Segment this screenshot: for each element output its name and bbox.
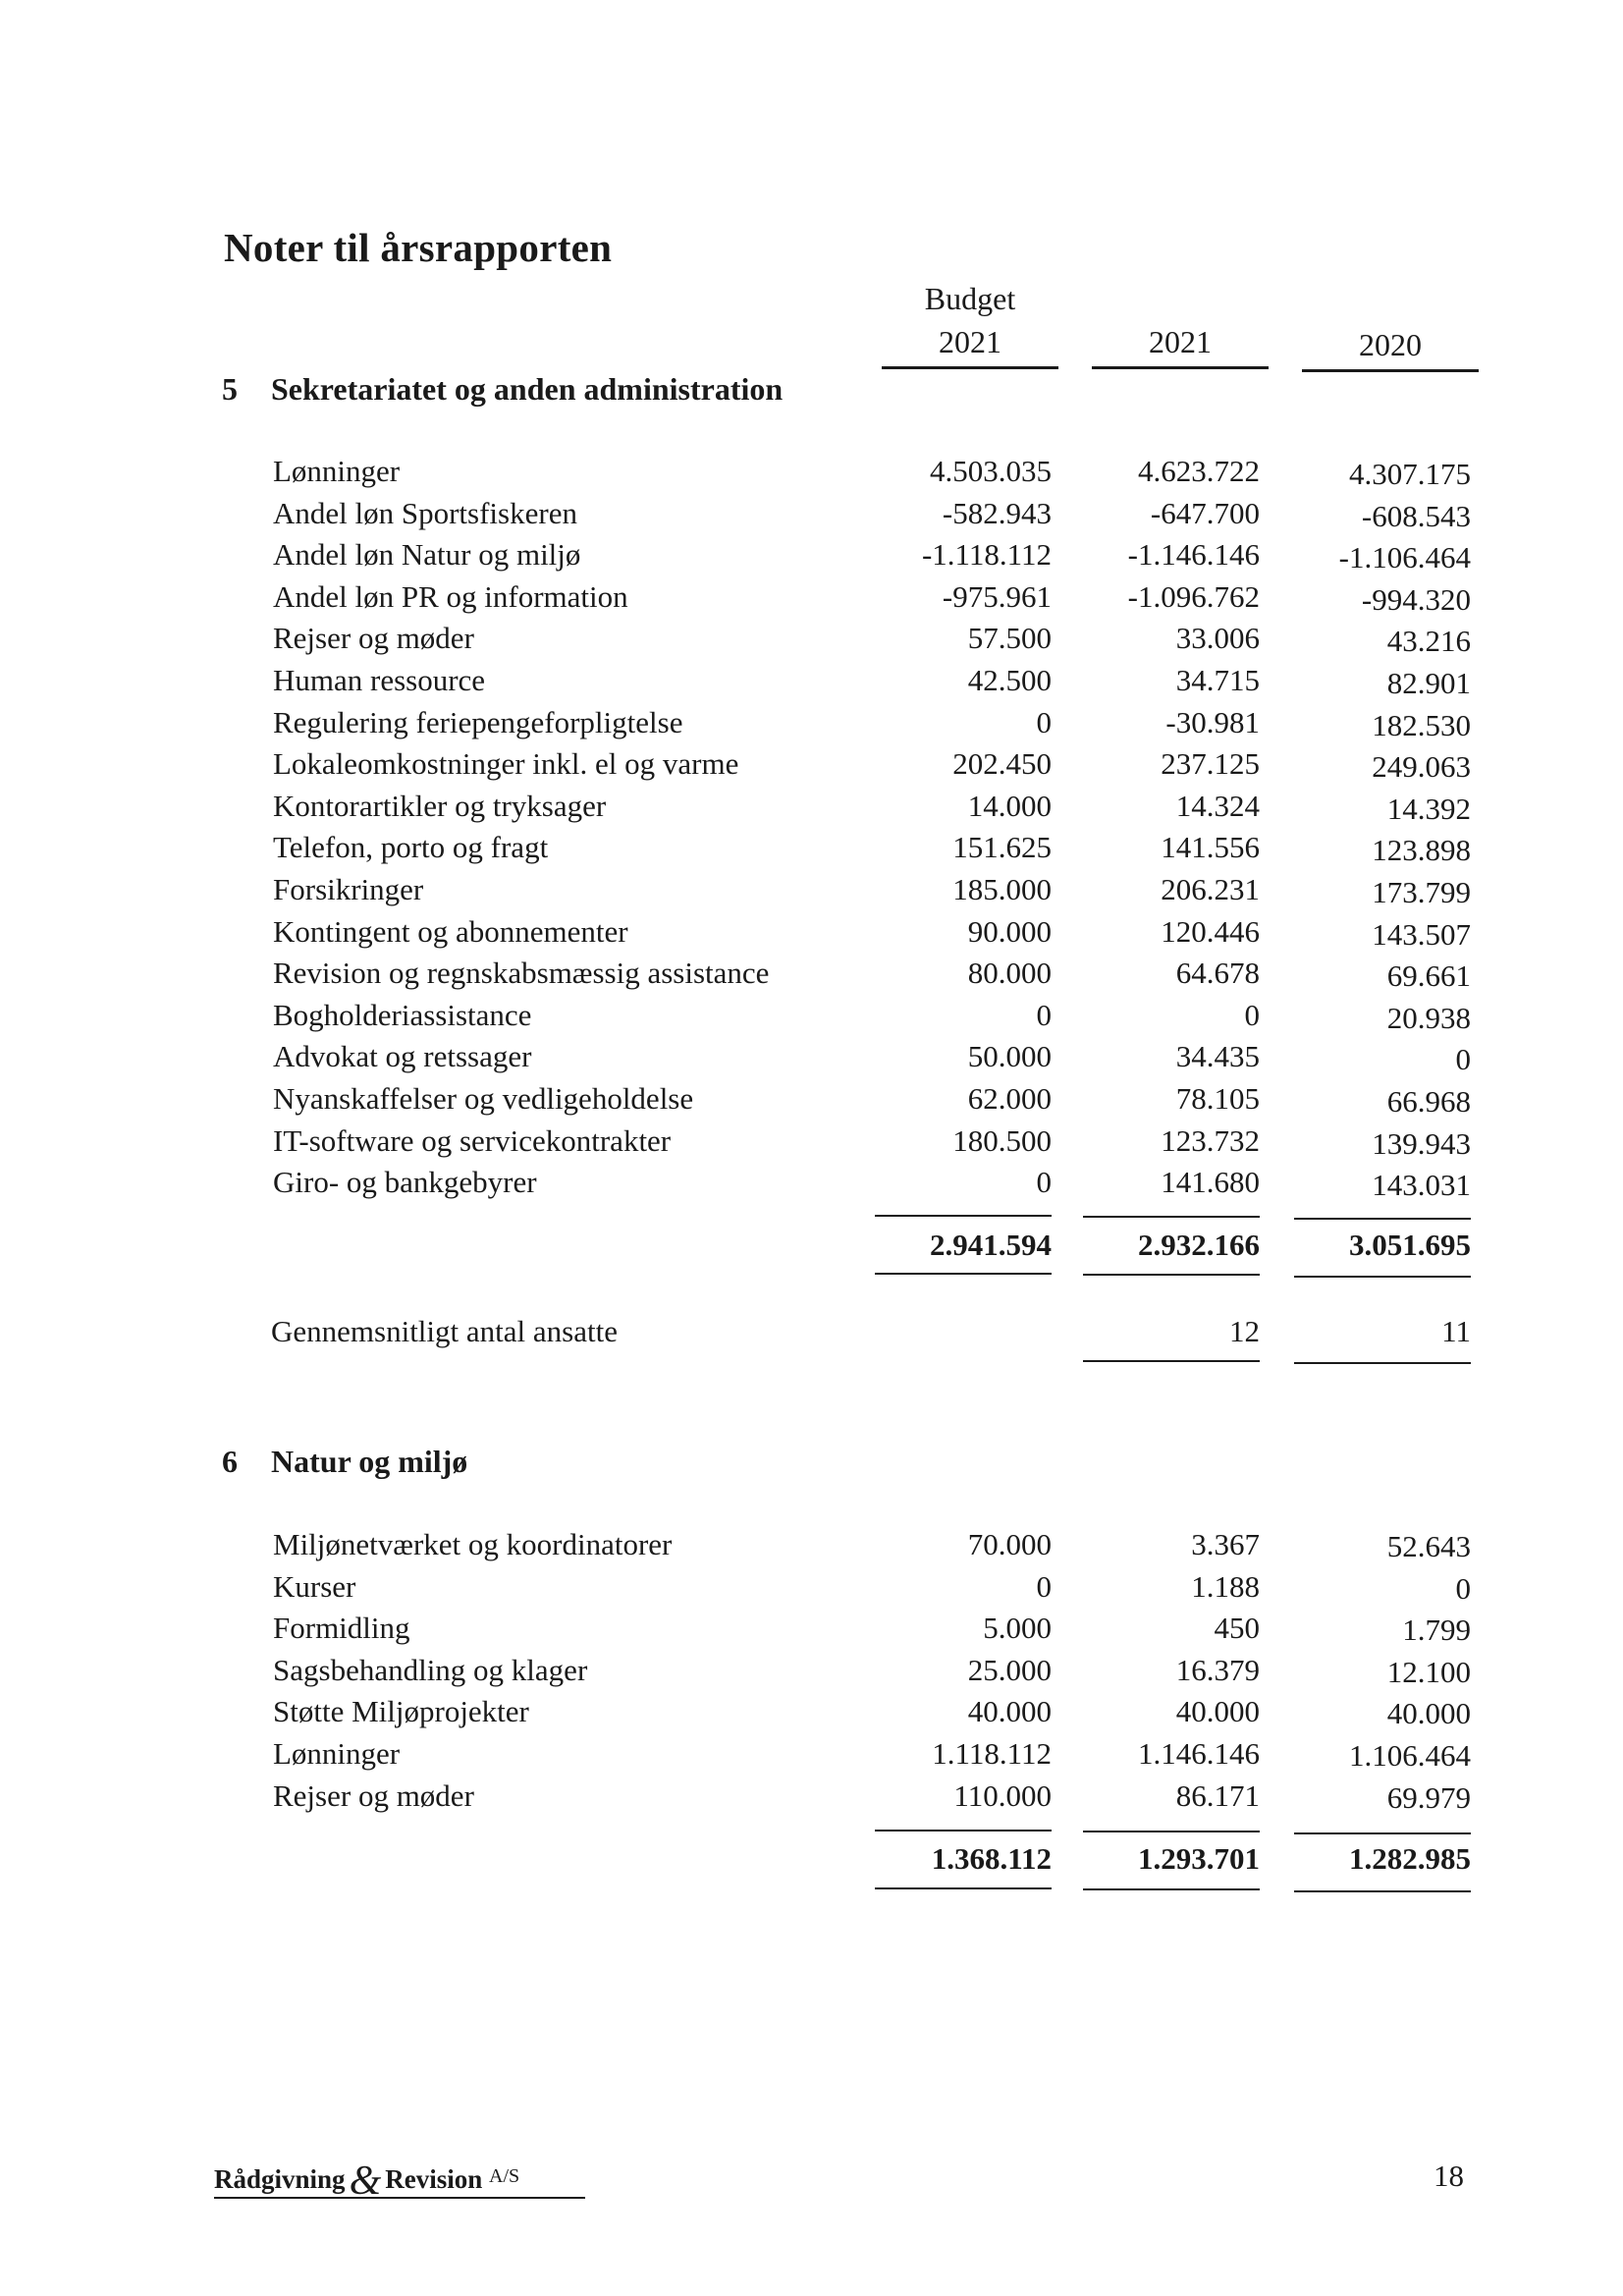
table-row [0, 914, 1623, 956]
value-budget: 1.118.112 [932, 1736, 1052, 1771]
value-actual: 141.556 [1161, 830, 1260, 864]
rule [1083, 1831, 1260, 1832]
row-label: Formidling [273, 1611, 410, 1645]
value-budget: 0 [1036, 705, 1052, 739]
double-rule [875, 1887, 1052, 1889]
table-row [0, 621, 1623, 662]
row-label: Rejser og møder [273, 621, 474, 655]
value-prior: 69.661 [1386, 958, 1471, 993]
value-prior: 143.031 [1372, 1168, 1471, 1202]
section-number: 5 [222, 371, 238, 407]
value-actual: 1.188 [1191, 1569, 1260, 1604]
table-row [0, 1736, 1623, 1777]
value-budget: 57.500 [967, 621, 1052, 655]
value-budget: 62.000 [967, 1081, 1052, 1116]
table-row [0, 830, 1623, 871]
rule [1083, 1360, 1260, 1362]
row-label: Gennemsnitligt antal ansatte [271, 1314, 618, 1348]
employees-value-actual: 12 [1229, 1314, 1260, 1348]
value-budget: 90.000 [967, 914, 1052, 949]
employees-value-prior: 11 [1441, 1314, 1471, 1348]
value-actual: 4.623.722 [1138, 454, 1260, 488]
total-value-prior: 3.051.695 [1349, 1228, 1471, 1262]
value-prior: 182.530 [1372, 708, 1471, 742]
table-row [0, 956, 1623, 997]
table-row [0, 1039, 1623, 1080]
value-budget: 40.000 [967, 1694, 1052, 1728]
value-prior: 12.100 [1386, 1655, 1471, 1689]
table-row [0, 663, 1623, 704]
value-budget: 4.503.035 [930, 454, 1052, 488]
total-row [0, 1841, 1623, 1883]
row-label: Andel løn PR og information [273, 579, 628, 614]
value-actual: 86.171 [1175, 1778, 1260, 1813]
header-rule [1302, 369, 1479, 372]
table-row [0, 998, 1623, 1039]
row-label: Miljønetværket og koordinatorer [273, 1527, 673, 1561]
page-title: Noter til årsrapporten [224, 225, 613, 270]
table-row [0, 1778, 1623, 1820]
row-label: Telefon, porto og fragt [273, 830, 549, 864]
value-budget: -975.961 [942, 579, 1052, 614]
table-row [0, 1165, 1623, 1206]
row-label: Regulering feriepengeforpligtelse [273, 705, 683, 739]
column-header-prior-year: 2020 [1359, 327, 1422, 362]
table-row [0, 1653, 1623, 1694]
value-actual: 34.435 [1175, 1039, 1260, 1073]
brand-part1: Rådgivning [214, 2164, 346, 2194]
rule [1294, 1832, 1471, 1834]
value-actual: 0 [1244, 998, 1260, 1032]
value-prior: 52.643 [1386, 1529, 1471, 1563]
value-prior: 173.799 [1372, 875, 1471, 909]
value-actual: -647.700 [1150, 496, 1260, 530]
value-actual: 14.324 [1175, 789, 1260, 823]
value-prior: 66.968 [1386, 1084, 1471, 1119]
double-rule [1294, 1890, 1471, 1892]
value-budget: 70.000 [967, 1527, 1052, 1561]
table-row [0, 496, 1623, 537]
value-budget: 42.500 [967, 663, 1052, 697]
value-actual: 1.146.146 [1138, 1736, 1260, 1771]
value-budget: 14.000 [967, 789, 1052, 823]
row-label: Lønninger [273, 1736, 401, 1771]
table-row [0, 746, 1623, 788]
column-header-budget-year: 2021 [939, 324, 1001, 359]
table-row [0, 872, 1623, 913]
value-prior: -608.543 [1361, 499, 1471, 533]
row-label: Forsikringer [273, 872, 424, 906]
value-budget: 25.000 [967, 1653, 1052, 1687]
brand-ampersand: & [349, 2159, 382, 2204]
value-budget: 202.450 [952, 746, 1052, 781]
value-budget: 5.000 [983, 1611, 1052, 1645]
row-label: Kontingent og abonnementer [273, 914, 628, 949]
value-actual: 78.105 [1175, 1081, 1260, 1116]
column-header-actual-year: 2021 [1149, 324, 1212, 359]
table-row [0, 1569, 1623, 1611]
page-number: 18 [1434, 2159, 1464, 2193]
value-prior: 123.898 [1372, 833, 1471, 867]
row-label: Revision og regnskabsmæssig assistance [273, 956, 770, 990]
value-budget: 180.500 [952, 1123, 1052, 1158]
row-label: Rejser og møder [273, 1778, 474, 1813]
value-prior: -1.106.464 [1338, 540, 1471, 574]
row-label: Lønninger [273, 454, 401, 488]
total-value-actual: 1.293.701 [1138, 1841, 1260, 1876]
section-number: 6 [222, 1444, 238, 1479]
row-label: Andel løn Natur og miljø [273, 537, 581, 572]
table-row [0, 1081, 1623, 1122]
total-value-actual: 2.932.166 [1138, 1228, 1260, 1262]
value-prior: 249.063 [1372, 749, 1471, 784]
value-budget: 151.625 [952, 830, 1052, 864]
value-actual: 33.006 [1175, 621, 1260, 655]
double-rule [1083, 1274, 1260, 1276]
value-actual: 34.715 [1175, 663, 1260, 697]
value-budget: 0 [1036, 1569, 1052, 1604]
value-actual: 450 [1214, 1611, 1260, 1645]
value-prior: 1.106.464 [1349, 1738, 1471, 1773]
value-prior: 143.507 [1372, 917, 1471, 952]
section-heading [222, 371, 783, 408]
value-actual: 120.446 [1161, 914, 1260, 949]
double-rule [1294, 1276, 1471, 1278]
table-row [0, 789, 1623, 830]
value-prior: 139.943 [1372, 1126, 1471, 1161]
table-row [0, 1694, 1623, 1735]
table-row [0, 579, 1623, 621]
value-budget: -1.118.112 [921, 537, 1052, 572]
row-label: Sagsbehandling og klager [273, 1653, 588, 1687]
column-header-budget-label: Budget [924, 281, 1016, 316]
row-label: Andel løn Sportsfiskeren [273, 496, 577, 530]
value-actual: -1.096.762 [1127, 579, 1260, 614]
row-label: Advokat og retssager [273, 1039, 532, 1073]
value-prior: 1.799 [1402, 1613, 1471, 1647]
rule [1294, 1218, 1471, 1220]
header-rule [1092, 366, 1269, 369]
row-label: Nyanskaffelser og vedligeholdelse [273, 1081, 694, 1116]
value-actual: -30.981 [1165, 705, 1260, 739]
value-prior: 40.000 [1386, 1696, 1471, 1730]
row-label: Støtte Miljøprojekter [273, 1694, 529, 1728]
value-budget: 0 [1036, 1165, 1052, 1199]
value-prior: 14.392 [1386, 792, 1471, 826]
row-label: IT-software og servicekontrakter [273, 1123, 672, 1158]
total-value-prior: 1.282.985 [1349, 1841, 1471, 1876]
value-prior: -994.320 [1361, 582, 1471, 617]
section-title: Natur og miljø [271, 1444, 468, 1479]
value-actual: 123.732 [1161, 1123, 1260, 1158]
value-actual: 3.367 [1191, 1527, 1260, 1561]
row-label: Giro- og bankgebyrer [273, 1165, 537, 1199]
value-actual: 237.125 [1161, 746, 1260, 781]
row-label: Kurser [273, 1569, 356, 1604]
value-prior: 69.979 [1386, 1780, 1471, 1815]
value-actual: -1.146.146 [1127, 537, 1260, 572]
value-budget: 80.000 [967, 956, 1052, 990]
rule [875, 1215, 1052, 1217]
rule [875, 1830, 1052, 1831]
total-row [0, 1228, 1623, 1269]
double-rule [1083, 1888, 1260, 1890]
footer-rule [214, 2197, 585, 2199]
row-label: Kontorartikler og tryksager [273, 789, 607, 823]
value-prior: 4.307.175 [1349, 457, 1471, 491]
value-budget: 0 [1036, 998, 1052, 1032]
total-value-budget: 1.368.112 [931, 1841, 1052, 1876]
table-row [0, 1123, 1623, 1165]
value-budget: 185.000 [952, 872, 1052, 906]
brand-suffix: A/S [489, 2165, 520, 2187]
section-heading [222, 1444, 467, 1480]
employees-row [0, 1314, 1623, 1355]
row-label: Human ressource [273, 663, 486, 697]
value-budget: -582.943 [942, 496, 1052, 530]
value-prior: 20.938 [1386, 1001, 1471, 1035]
rule [1294, 1362, 1471, 1364]
brand-part2: Revision [385, 2164, 483, 2194]
value-prior: 0 [1455, 1571, 1471, 1606]
value-actual: 64.678 [1175, 956, 1260, 990]
value-prior: 43.216 [1386, 624, 1471, 658]
value-prior: 82.901 [1386, 666, 1471, 700]
value-actual: 40.000 [1175, 1694, 1260, 1728]
table-row [0, 1527, 1623, 1568]
section-title: Sekretariatet og anden administration [271, 371, 784, 407]
row-label: Bogholderiassistance [273, 998, 532, 1032]
row-label: Lokaleomkostninger inkl. el og varme [273, 746, 739, 781]
table-row [0, 454, 1623, 495]
table-row [0, 537, 1623, 578]
total-value-budget: 2.941.594 [930, 1228, 1052, 1262]
value-prior: 0 [1455, 1042, 1471, 1076]
value-actual: 16.379 [1175, 1653, 1260, 1687]
header-rule [882, 366, 1058, 369]
value-actual: 141.680 [1161, 1165, 1260, 1199]
table-row [0, 1611, 1623, 1652]
value-budget: 110.000 [953, 1778, 1052, 1813]
double-rule [875, 1273, 1052, 1275]
value-actual: 206.231 [1161, 872, 1260, 906]
value-budget: 50.000 [967, 1039, 1052, 1073]
table-row [0, 705, 1623, 746]
rule [1083, 1216, 1260, 1218]
